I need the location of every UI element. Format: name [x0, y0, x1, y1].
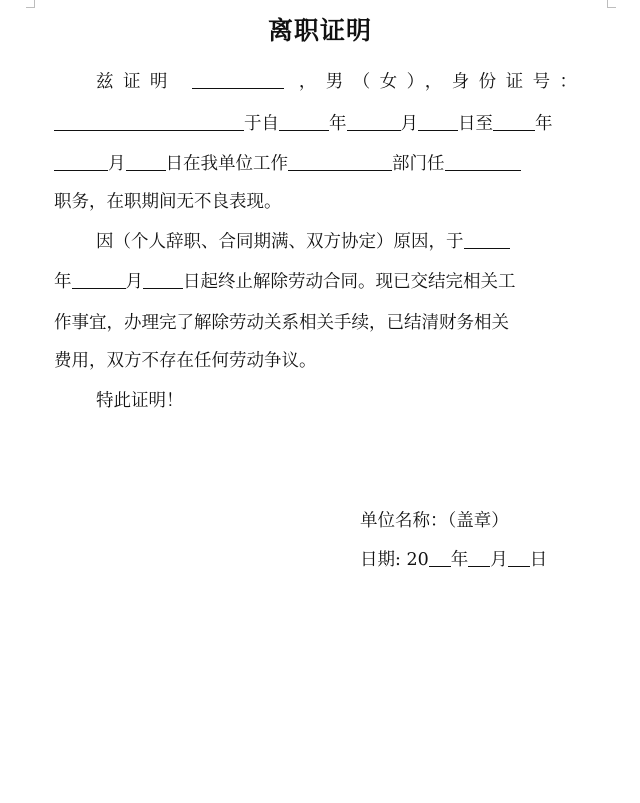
date-prefix: 日期: 20 — [360, 550, 429, 570]
paragraph-line — [54, 149, 584, 179]
blank-start-month[interactable] — [347, 109, 401, 131]
paragraph-line — [54, 267, 584, 297]
blank-id-number[interactable] — [54, 109, 244, 131]
document-title: 离职证明 — [267, 16, 372, 45]
blank-termination-year[interactable] — [464, 227, 510, 249]
paragraph-line: 费用，双方不存在任何劳动争议。 — [54, 351, 317, 371]
blank-end-day[interactable] — [126, 149, 166, 171]
text: 日至 — [458, 114, 493, 134]
text: 月 — [125, 272, 143, 292]
blank-end-year[interactable] — [493, 109, 535, 131]
text: 日 — [529, 550, 548, 570]
text: 月 — [108, 154, 126, 174]
blank-name[interactable] — [192, 67, 284, 89]
blank-end-month[interactable] — [54, 149, 108, 171]
date-line — [360, 545, 547, 575]
text: ，男（女），身份证号： — [298, 72, 584, 92]
text: 日在我单位工作 — [165, 154, 288, 174]
paragraph-line — [96, 227, 584, 257]
text: 部门任 — [392, 154, 445, 174]
paragraph-line — [54, 109, 584, 139]
text: 年 — [54, 272, 72, 292]
text: 年 — [535, 114, 553, 134]
unit-name-seal-label: 单位名称：（盖章） — [360, 511, 509, 531]
blank-termination-month[interactable] — [72, 267, 126, 289]
text: 年 — [329, 114, 347, 134]
text: 年 — [450, 550, 469, 570]
blank-termination-day[interactable] — [143, 267, 183, 289]
text: 兹证明 — [96, 72, 177, 92]
paragraph-line — [96, 67, 584, 97]
blank-sign-day[interactable] — [508, 545, 530, 567]
blank-sign-month[interactable] — [468, 545, 490, 567]
blank-department[interactable] — [288, 149, 392, 171]
blank-start-day[interactable] — [418, 109, 458, 131]
blank-start-year[interactable] — [279, 109, 329, 131]
blank-position[interactable] — [445, 149, 521, 171]
text: 于自 — [244, 114, 279, 134]
page-corner-mark — [26, 0, 35, 8]
text: 因（个人辞职、合同期满、双方协定）原因，于 — [96, 232, 464, 252]
paragraph-line: 作事宜，办理完了解除劳动关系相关手续，已结清财务相关 — [54, 313, 509, 333]
paragraph-line: 职务，在职期间无不良表现。 — [54, 192, 282, 212]
text: 日起终止解除劳动合同。现已交结完相关工 — [183, 272, 516, 292]
text: 月 — [490, 550, 508, 570]
closing-line: 特此证明！ — [96, 391, 184, 411]
text: 月 — [400, 114, 418, 134]
page-corner-mark — [607, 0, 616, 8]
blank-sign-year[interactable] — [429, 545, 451, 567]
